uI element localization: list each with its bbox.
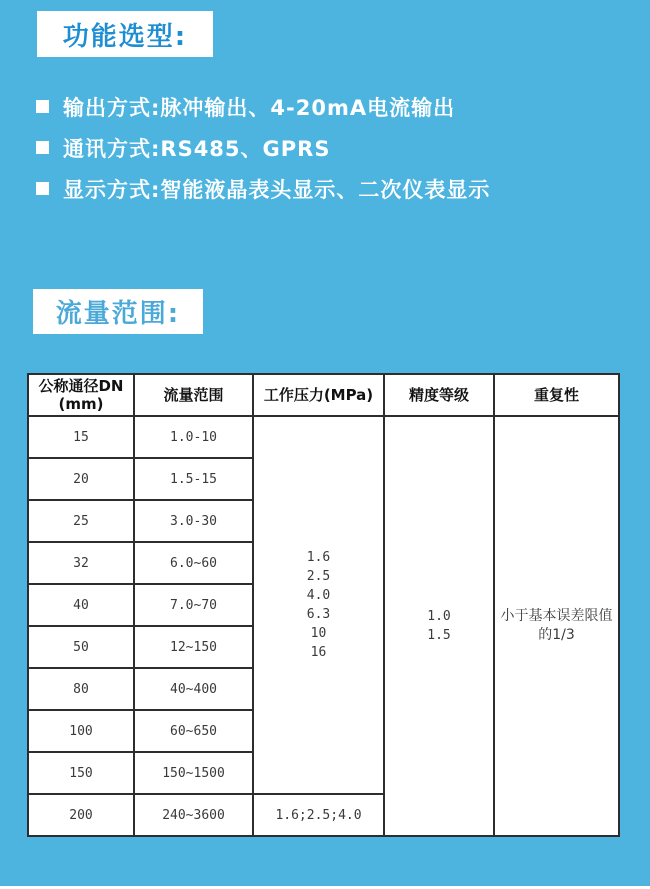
dn-cell: 25 [28, 500, 134, 542]
accuracy-merged-cell [384, 416, 494, 836]
pressure-value: 2.5 [306, 569, 331, 584]
range-cell: 6.0~60 [134, 542, 253, 584]
col-header-repeatability: 重复性 [494, 374, 619, 416]
square-bullet-icon [36, 182, 49, 195]
range-cell: 40~400 [134, 668, 253, 710]
pressure-value: 1.6 [306, 550, 331, 565]
col-header-range: 流量范围 [134, 374, 253, 416]
pressure-dn200-cell: 1.6;2.5;4.0 [253, 794, 384, 836]
dn-cell: 200 [28, 794, 134, 836]
range-cell: 60~650 [134, 710, 253, 752]
col-header-dn-line2: (mm) [58, 395, 104, 413]
flow-range-table [27, 373, 620, 837]
pressure-value: 16 [310, 645, 327, 660]
range-cell: 1.5-15 [134, 458, 253, 500]
table-header-row [28, 374, 619, 416]
range-cell: 12~150 [134, 626, 253, 668]
col-header-pressure: 工作压力(MPa) [253, 374, 384, 416]
repeatability-line: 的1/3 [538, 627, 575, 643]
dn-cell: 15 [28, 416, 134, 458]
col-header-accuracy: 精度等级 [384, 374, 494, 416]
pressure-value: 10 [310, 626, 327, 641]
dn-cell: 32 [28, 542, 134, 584]
range-cell: 1.0-10 [134, 416, 253, 458]
bullet-item-communication [36, 127, 490, 168]
range-cell: 7.0~70 [134, 584, 253, 626]
range-cell: 240~3600 [134, 794, 253, 836]
range-cell: 3.0-30 [134, 500, 253, 542]
repeatability-merged-cell [494, 416, 619, 836]
table-row [28, 416, 619, 458]
bullet-label-output: 输出方式:脉冲输出、4-20mA电流输出 [63, 95, 456, 120]
col-header-dn-line1: 公称通径DN [38, 377, 124, 395]
section-title-function-label: 功能选型: [62, 21, 188, 52]
function-bullet-list [36, 86, 490, 209]
section-title-flow [33, 289, 203, 334]
bullet-item-display [36, 168, 490, 209]
dn-cell: 20 [28, 458, 134, 500]
dn-cell: 100 [28, 710, 134, 752]
square-bullet-icon [36, 141, 49, 154]
pressure-value: 6.3 [306, 607, 331, 622]
bullet-label-display: 显示方式:智能液晶表头显示、二次仪表显示 [63, 177, 491, 202]
square-bullet-icon [36, 100, 49, 113]
repeatability-line: 小于基本误差限值 [500, 608, 613, 624]
range-cell: 150~1500 [134, 752, 253, 794]
bullet-label-communication: 通讯方式:RS485、GPRS [63, 136, 331, 161]
dn-cell: 80 [28, 668, 134, 710]
accuracy-value: 1.0 [427, 609, 451, 624]
section-title-function [37, 11, 213, 57]
pressure-value: 4.0 [306, 588, 331, 603]
accuracy-value: 1.5 [427, 628, 451, 643]
pressure-merged-cell [253, 416, 384, 794]
dn-cell: 50 [28, 626, 134, 668]
dn-cell: 150 [28, 752, 134, 794]
col-header-dn [28, 374, 134, 416]
section-title-flow-label: 流量范围: [55, 299, 181, 329]
dn-cell: 40 [28, 584, 134, 626]
bullet-item-output [36, 86, 490, 127]
